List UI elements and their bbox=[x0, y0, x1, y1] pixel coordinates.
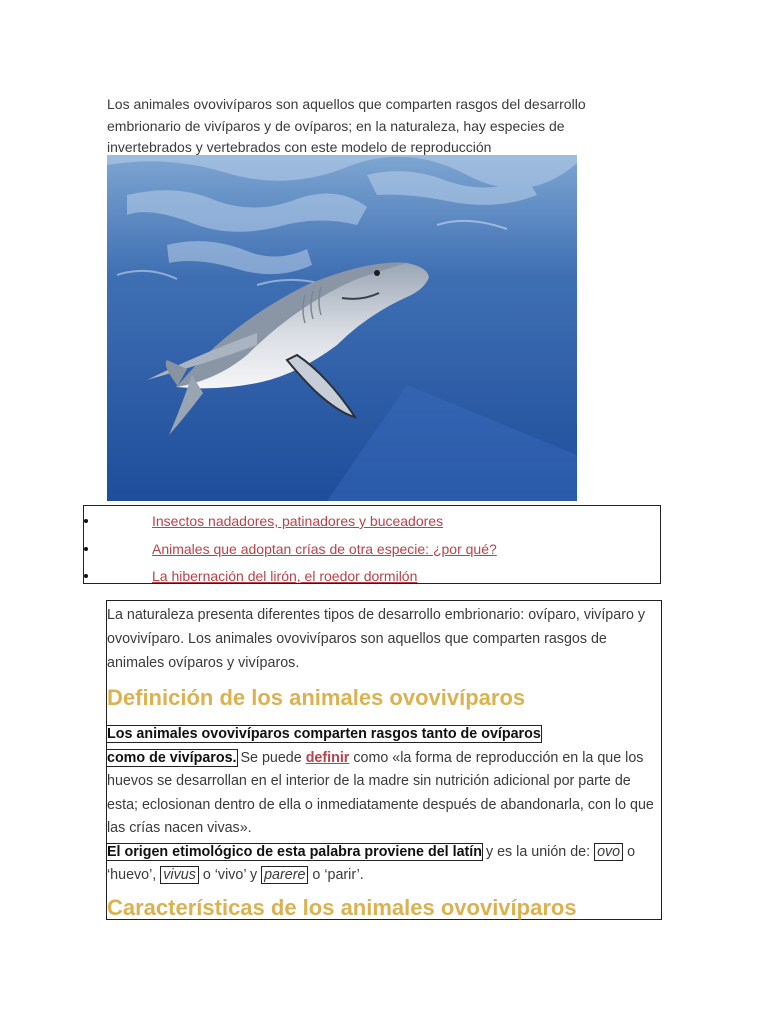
article-body bbox=[106, 600, 662, 920]
bullet-icon bbox=[84, 574, 88, 578]
word-vivus: vivus bbox=[160, 866, 199, 884]
link-hibernacion-liron[interactable]: La hibernación del lirón, el roedor dormilón bbox=[152, 568, 418, 584]
list-item bbox=[84, 511, 660, 531]
definition-quote: como «la forma de reproducción en la que los huevos se desarrollan en el interior de la madre sin nutrición adicional por parte de esta; eclosionan dentro de ella o inmediatamente después de abandonarla, con lo que las crías nacen vivas». bbox=[107, 749, 654, 836]
link-animales-adoptan-crias[interactable]: Animales que adoptan crías de otra especie: ¿por qué? bbox=[152, 541, 497, 557]
bold-statement: Los animales ovovivíparos comparten rasgos tanto de ovíparos bbox=[107, 726, 541, 742]
word-parere: parere bbox=[261, 866, 308, 884]
list-item bbox=[84, 566, 660, 586]
text-se-puede: Se puede bbox=[236, 749, 306, 766]
bold-origin: El origen etimológico de esta palabra proviene del latín bbox=[107, 843, 482, 860]
bullet-icon bbox=[84, 547, 88, 551]
list-item bbox=[84, 539, 660, 559]
link-definir[interactable]: definir bbox=[305, 749, 350, 766]
bold-statement-cont: como de vivíparos. bbox=[107, 749, 237, 766]
meaning-ovo: o ‘huevo’, bbox=[107, 843, 636, 883]
heading-caracteristicas: Características de los animales ovovivíparos bbox=[107, 895, 577, 920]
bullet-icon bbox=[84, 519, 88, 523]
intro-paragraph: Los animales ovovivíparos son aquellos que comparten rasgos del desarrollo embrionario de vivíparos y de ovíparos; en la naturaleza, hay especies de invertebrados y vertebrados con este modelo de reproducción bbox=[107, 96, 586, 155]
heading-definicion: Definición de los animales ovovivíparos bbox=[107, 685, 526, 710]
origin-rest: y es la unión de: bbox=[482, 843, 595, 860]
link-insectos-nadadores[interactable]: Insectos nadadores, patinadores y buceadores bbox=[152, 513, 444, 529]
definition-paragraph bbox=[107, 723, 659, 888]
shark-photo bbox=[107, 155, 577, 501]
word-ovo: ovo bbox=[594, 843, 623, 861]
intro-article-paragraph: La naturaleza presenta diferentes tipos de desarrollo embrionario: ovíparo, vivíparo y ovovivíparo. Los animales ovovivíparos son aquellos que comparten rasgos de animales ovíparos y vivíparos. bbox=[107, 607, 646, 671]
related-links-list bbox=[83, 505, 661, 584]
meaning-vivus: o ‘vivo’ y bbox=[198, 867, 262, 883]
meaning-parere: o ‘parir’. bbox=[308, 867, 364, 883]
